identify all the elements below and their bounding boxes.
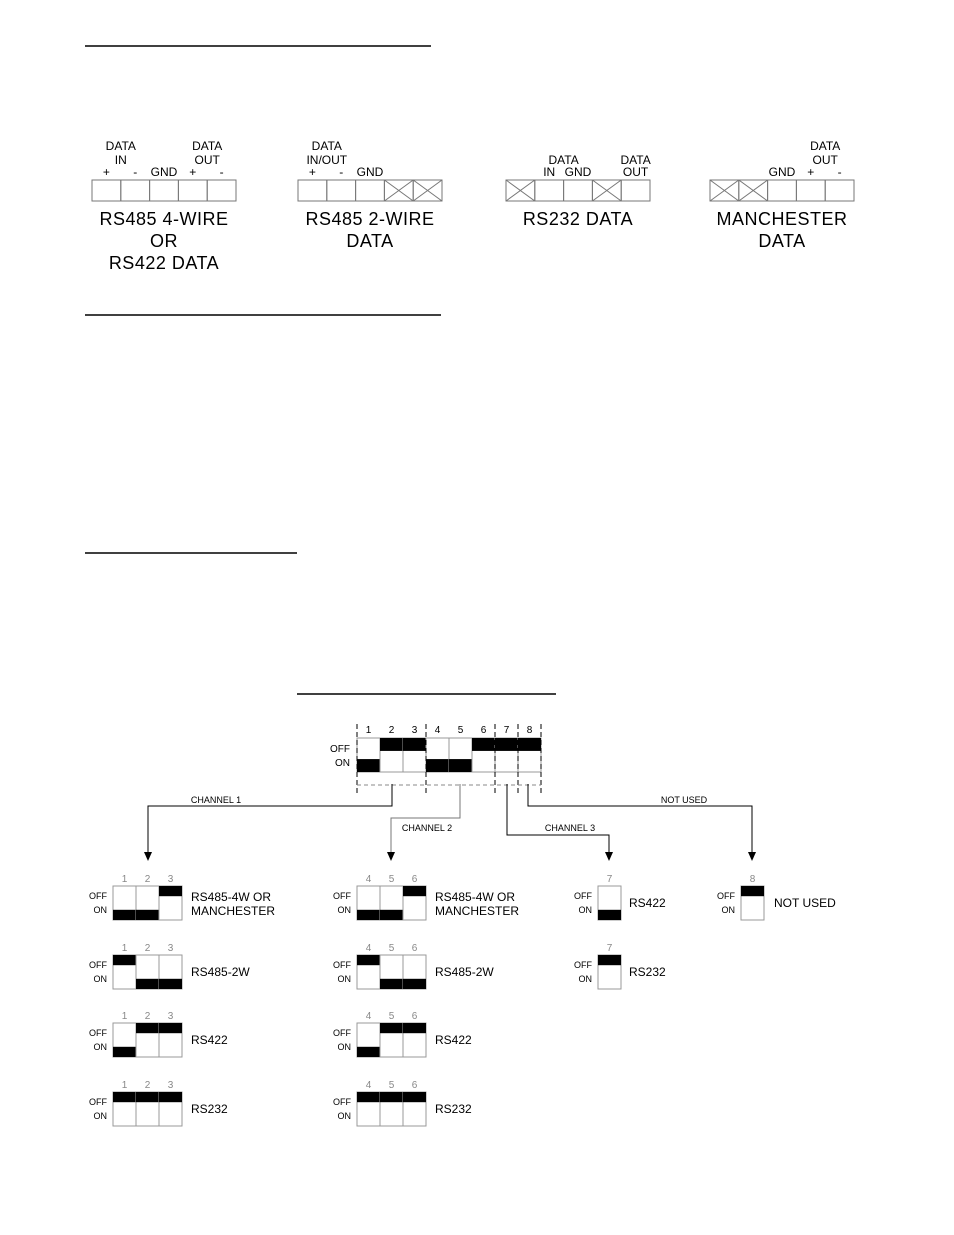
option-off-label: OFF: [89, 960, 107, 970]
switch-number: 7: [503, 725, 510, 736]
option-lever: [136, 979, 159, 989]
option-on-label: ON: [721, 905, 735, 915]
option-number: 5: [388, 943, 395, 954]
connector-caption: RS422 DATA: [108, 253, 220, 273]
connector-caption: DATA: [346, 231, 394, 251]
channel1-label: CHANNEL 1: [190, 795, 242, 805]
channel2-option-2: [333, 943, 494, 989]
option-label: RS485-2W: [191, 965, 250, 979]
connector-3: [506, 153, 651, 229]
channel3-label: CHANNEL 3: [544, 823, 596, 833]
switch-number: 3: [411, 725, 418, 736]
connector-1: [92, 139, 236, 273]
option-label: RS232: [435, 1102, 472, 1116]
connector-pin: [356, 180, 385, 201]
option-off-label: OFF: [89, 891, 107, 901]
connector-2: [298, 139, 442, 251]
connector-pin: [621, 180, 650, 201]
channel1-branch-line: [148, 784, 392, 852]
switch-lever: [449, 759, 472, 772]
option-off-label: OFF: [717, 891, 735, 901]
channel1-option-1: [89, 874, 275, 920]
channel3-arrow: [605, 852, 613, 861]
option-on-label: ON: [93, 1042, 107, 1052]
option-number: 4: [365, 1011, 372, 1022]
switch-options: [89, 874, 836, 1126]
connector-pinouts: [92, 139, 854, 273]
option-lever: [159, 886, 182, 896]
connector-header-label: -: [133, 165, 138, 179]
switch-lever: [495, 738, 518, 751]
dip-switch-main: [330, 724, 541, 796]
switch-number: 4: [434, 725, 441, 736]
option-lever: [598, 955, 621, 965]
option-label: RS485-4W OR: [435, 890, 516, 904]
option-lever: [380, 979, 403, 989]
option-label: RS485-4W OR: [191, 890, 272, 904]
connector-4: [710, 139, 854, 251]
option-on-label: ON: [337, 1042, 351, 1052]
option-on-label: ON: [93, 974, 107, 984]
switch-lever: [472, 738, 495, 751]
option-lever: [403, 1092, 426, 1102]
option-number: 2: [144, 1080, 151, 1091]
option-off-label: OFF: [574, 891, 592, 901]
option-on-label: ON: [93, 905, 107, 915]
connector-header-label: DATA: [810, 139, 841, 153]
connector-header-label: +: [189, 165, 197, 179]
option-number: 2: [144, 874, 151, 885]
option-lever: [113, 955, 136, 965]
connector-caption: RS232 DATA: [522, 209, 634, 229]
connector-pin: [178, 180, 207, 201]
connector-header-label: -: [837, 165, 842, 179]
option-lever: [113, 910, 136, 920]
option-lever: [357, 955, 380, 965]
connector-header-label: OUT: [622, 165, 649, 179]
connector-caption: MANCHESTER: [716, 209, 848, 229]
option-lever: [403, 979, 426, 989]
option-on-label: ON: [337, 905, 351, 915]
channel2-option-1: [333, 874, 519, 920]
connector-header-label: DATA: [311, 139, 342, 153]
switch-number: 1: [365, 725, 372, 736]
option-number: 4: [365, 943, 372, 954]
connector-header-label: DATA: [105, 139, 136, 153]
option-label: RS422: [435, 1033, 472, 1047]
channel1-option-3: [89, 1011, 228, 1057]
option-label: RS422: [629, 896, 666, 910]
connector-pin: [327, 180, 356, 201]
channel1-arrow: [144, 852, 152, 861]
option-label: RS485-2W: [435, 965, 494, 979]
option-lever: [357, 910, 380, 920]
option-number: 1: [121, 874, 128, 885]
option-on-label: ON: [578, 974, 592, 984]
option-off-label: OFF: [333, 891, 351, 901]
connector-pin: [92, 180, 121, 201]
option-lever: [357, 1047, 380, 1057]
not-used-option: [717, 874, 836, 920]
option-number: 3: [167, 943, 174, 954]
switch-lever: [426, 759, 449, 772]
connector-pin: [150, 180, 179, 201]
option-on-label: ON: [578, 905, 592, 915]
option-lever: [159, 1092, 182, 1102]
option-off-label: OFF: [574, 960, 592, 970]
connector-header-label: +: [807, 165, 815, 179]
connector-header-label: IN: [114, 153, 127, 167]
connector-header-label: IN: [543, 165, 556, 179]
connector-header-label: -: [339, 165, 344, 179]
channel3-branch-line: [507, 784, 609, 852]
option-off-label: OFF: [333, 960, 351, 970]
switch-on-label: ON: [335, 758, 350, 769]
connector-header-label: OUT: [194, 153, 220, 167]
channel2-option-3: [333, 1011, 472, 1057]
option-on-label: ON: [337, 1111, 351, 1121]
channel-branches: [144, 784, 756, 861]
option-on-label: ON: [93, 1111, 107, 1121]
option-label: MANCHESTER: [435, 904, 520, 918]
connector-pin: [535, 180, 564, 201]
connector-header-label: +: [102, 165, 110, 179]
option-lever: [113, 1092, 136, 1102]
not-used-label: NOT USED: [660, 795, 708, 805]
option-number: 4: [365, 1080, 372, 1091]
option-number: 7: [606, 943, 613, 954]
connector-header-label: DATA: [192, 139, 223, 153]
connector-pin: [121, 180, 150, 201]
channel2-arrow: [387, 852, 395, 861]
channel3-option-1: [574, 874, 666, 920]
option-lever: [159, 1023, 182, 1033]
option-lever: [380, 1023, 403, 1033]
connector-header-label: GND: [150, 165, 178, 179]
option-label: RS232: [191, 1102, 228, 1116]
channel2-option-4: [333, 1080, 472, 1126]
switch-off-label: OFF: [330, 744, 350, 755]
switch-lever: [380, 738, 403, 751]
option-number: 1: [121, 1080, 128, 1091]
switch-number: 5: [457, 725, 464, 736]
option-number: 4: [365, 874, 372, 885]
connector-pin: [298, 180, 327, 201]
option-label: MANCHESTER: [191, 904, 276, 918]
option-number: 3: [167, 1011, 174, 1022]
option-number: 2: [144, 1011, 151, 1022]
connector-header-label: GND: [768, 165, 796, 179]
option-number: 3: [167, 874, 174, 885]
option-number: 7: [606, 874, 613, 885]
switch-number: 6: [480, 725, 487, 736]
connector-caption: DATA: [758, 231, 806, 251]
option-number: 6: [411, 1011, 418, 1022]
option-number: 5: [388, 1011, 395, 1022]
channel1-option-4: [89, 1080, 228, 1126]
switch-lever: [403, 738, 426, 751]
option-number: 1: [121, 1011, 128, 1022]
connector-caption: OR: [150, 231, 178, 251]
connector-header-label: -: [219, 165, 224, 179]
channel1-option-2: [89, 943, 250, 989]
connector-pin: [564, 180, 593, 201]
option-number: 5: [388, 1080, 395, 1091]
option-lever: [403, 1023, 426, 1033]
option-lever: [380, 1092, 403, 1102]
option-number: 1: [121, 943, 128, 954]
option-off-label: OFF: [89, 1028, 107, 1038]
connector-header-label: +: [308, 165, 316, 179]
switch-lever: [518, 738, 541, 751]
option-lever: [136, 910, 159, 920]
channel2-branch-line: [391, 784, 460, 852]
connector-header-label: IN/OUT: [306, 153, 348, 167]
option-off-label: OFF: [333, 1097, 351, 1107]
connector-header-label: GND: [564, 165, 592, 179]
option-number: 6: [411, 874, 418, 885]
connector-caption: RS485 2-WIRE: [305, 209, 435, 229]
connector-pin: [825, 180, 854, 201]
option-off-label: OFF: [89, 1097, 107, 1107]
option-number: 6: [411, 1080, 418, 1091]
option-label: NOT USED: [774, 896, 836, 910]
option-number: 3: [167, 1080, 174, 1091]
connector-pin: [207, 180, 236, 201]
option-lever: [403, 886, 426, 896]
switch-lever: [357, 759, 380, 772]
option-lever: [159, 979, 182, 989]
not-used-branch-line: [528, 784, 752, 852]
connector-header-label: DATA: [620, 153, 651, 167]
option-lever: [136, 1092, 159, 1102]
option-label: RS422: [191, 1033, 228, 1047]
connector-header-label: OUT: [812, 153, 838, 167]
option-lever: [380, 910, 403, 920]
connector-pin: [768, 180, 797, 201]
option-number: 8: [749, 874, 756, 885]
option-label: RS232: [629, 965, 666, 979]
option-lever: [113, 1047, 136, 1057]
option-number: 6: [411, 943, 418, 954]
option-number: 2: [144, 943, 151, 954]
option-off-label: OFF: [333, 1028, 351, 1038]
channel2-label: CHANNEL 2: [401, 823, 453, 833]
option-lever: [598, 910, 621, 920]
option-lever: [357, 1092, 380, 1102]
connector-pin: [796, 180, 825, 201]
switch-number: 8: [526, 725, 533, 736]
connector-header-label: DATA: [548, 153, 579, 167]
option-lever: [741, 886, 764, 896]
option-on-label: ON: [337, 974, 351, 984]
option-lever: [136, 1023, 159, 1033]
switch-number: 2: [388, 725, 395, 736]
not-used-arrow: [748, 852, 756, 861]
channel3-option-2: [574, 943, 666, 989]
connector-header-label: GND: [356, 165, 384, 179]
option-number: 5: [388, 874, 395, 885]
connector-caption: RS485 4-WIRE: [99, 209, 229, 229]
